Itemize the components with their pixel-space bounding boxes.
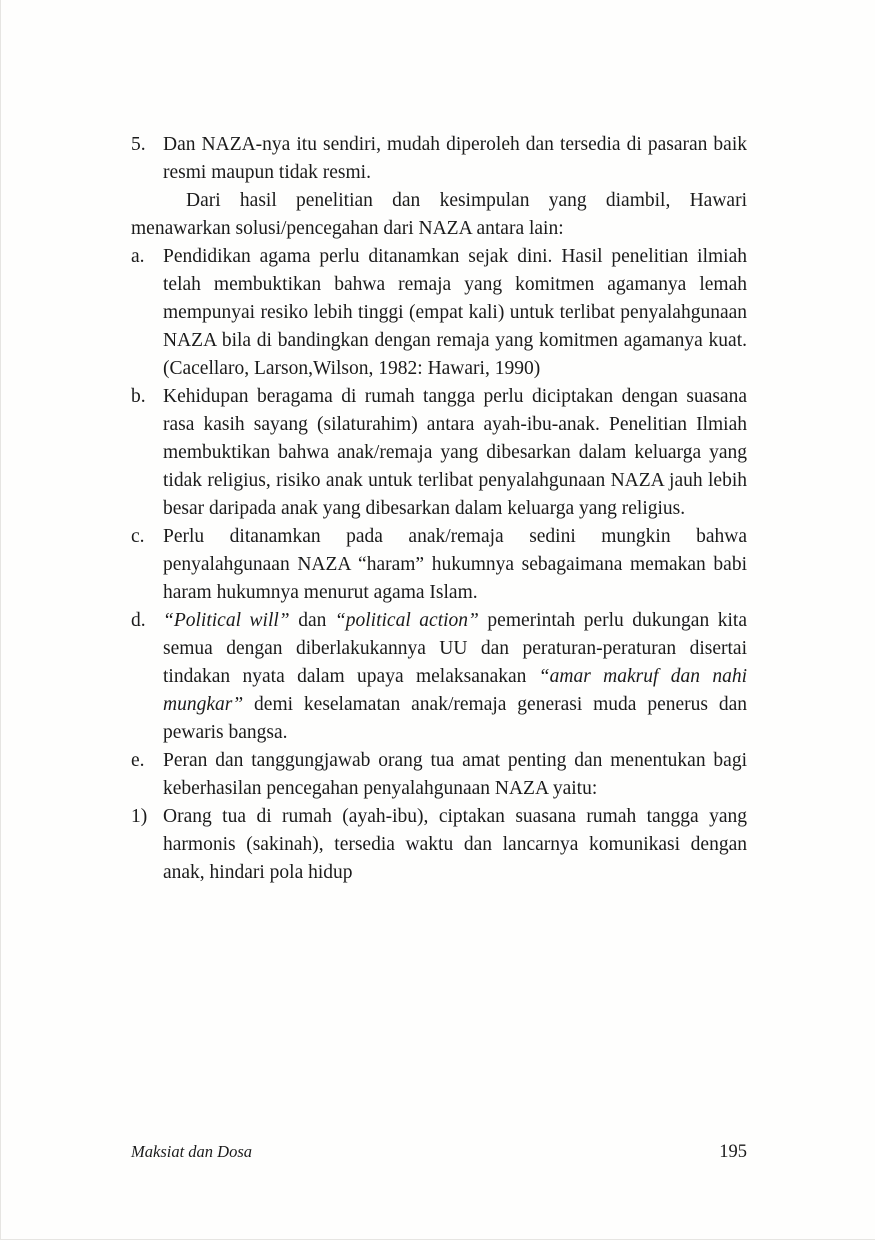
italic-phrase: “Political will” <box>163 610 290 631</box>
list-marker: d. <box>131 610 146 631</box>
italic-phrase: “amar makruf dan nahi mungkar” <box>163 666 748 715</box>
page-footer <box>131 1142 747 1163</box>
list-item-b <box>131 383 747 523</box>
list-item-text: Peran dan tanggungjawab orang tua amat penting dan menentukan bagi keberhasilan pencegahan penyalahgunaan NAZA yaitu: <box>163 750 747 799</box>
intro-paragraph: Dari hasil penelitian dan kesimpulan yang diambil, Hawari menawarkan solusi/pencegahan dari NAZA antara lain: <box>131 190 747 239</box>
list-marker: c. <box>131 526 145 547</box>
list-item-text: Kehidupan beragama di rumah tangga perlu diciptakan dengan suasana rasa kasih sayang (silaturahim) antara ayah-ibu-anak. Penelitian Ilmiah membuktikan bahwa anak/remaja yang dibesarkan dalam keluarga yang tidak religius, risiko anak untuk terlibat penyalahgunaan NAZA jauh lebih besar daripada anak yang dibesarkan dalam keluarga yang religius. <box>163 386 747 519</box>
list-item-5 <box>131 131 747 187</box>
list-item-d <box>131 607 747 747</box>
running-title: Maksiat dan Dosa <box>131 1142 252 1161</box>
italic-phrase: “political action” <box>334 610 479 631</box>
list-marker: b. <box>131 386 146 407</box>
list-marker: e. <box>131 750 145 771</box>
list-item-e <box>131 747 747 803</box>
text-run: pemerintah perlu dukungan kita semua dengan diberlakukannya UU dan peraturan-peraturan disertai tindakan nyata dalam upaya melaksanakan <box>163 610 747 687</box>
list-item-a <box>131 243 747 383</box>
list-marker: 5. <box>131 134 146 155</box>
list-item-text <box>163 607 747 747</box>
list-item-text: Dan NAZA-nya itu sendiri, mudah diperoleh dan tersedia di pasaran baik resmi maupun tidak resmi. <box>163 134 747 183</box>
list-item-text: Pendidikan agama perlu ditanamkan sejak dini. Hasil penelitian ilmiah telah membuktikan bahwa remaja yang komitmen agamanya lemah mempunyai resiko lebih tinggi (empat kali) untuk terlibat penyalahgunaan NAZA bila di bandingkan dengan remaja yang komitmen agamanya kuat. (Cacellaro, Larson,Wilson, 1982: Hawari, 1990) <box>163 246 747 379</box>
list-item-c <box>131 523 747 607</box>
text-run: demi keselamatan anak/remaja generasi muda penerus dan pewaris bangsa. <box>163 694 747 743</box>
text-run: dan <box>289 610 335 631</box>
list-item-text: Perlu ditanamkan pada anak/remaja sedini mungkin bahwa penyalahgunaan NAZA “haram” hukumnya sebagaimana memakan babi haram hukumnya menurut agama Islam. <box>163 526 747 603</box>
list-marker: a. <box>131 246 145 267</box>
page-number: 195 <box>719 1142 747 1162</box>
list-item-text: Orang tua di rumah (ayah-ibu), ciptakan suasana rumah tangga yang harmonis (sakinah), tersedia waktu dan lancarnya komunikasi dengan anak, hindari pola hidup <box>163 806 747 883</box>
list-item-1 <box>131 803 747 887</box>
page-content <box>131 131 747 887</box>
list-marker: 1) <box>131 806 148 827</box>
